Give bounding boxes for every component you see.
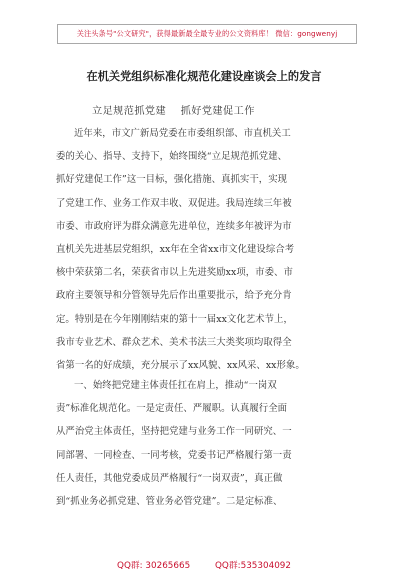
paragraph-line: 责”标准化规范化。一是定责任、严履职。认真履行全面 bbox=[56, 403, 288, 415]
paragraph-line: 定。特别是在今年刚刚结束的第十一届xx文化艺术节上， bbox=[56, 313, 293, 325]
header-banner bbox=[57, 24, 357, 44]
paragraph-line: 抓好党建促工作”这一目标，强化措施、真抓实干，实现 bbox=[56, 174, 288, 186]
paragraph-line: 我市专业艺术、群众艺术、美术书法三大类奖项均取得全 bbox=[56, 336, 292, 348]
footer-qq-group-1: QQ群: 30265665 bbox=[117, 561, 191, 571]
paragraph-line: 近年来，市文广新局党委在市委组织部、市直机关工 bbox=[74, 128, 291, 139]
paragraph-line: 任人责任，其他党委成员严格履行“一岗双责”，真正做 bbox=[56, 472, 283, 484]
paragraph-1 bbox=[56, 122, 352, 377]
document-subtitle: 立足规范抓党建 抓好党建促工作 bbox=[92, 106, 255, 117]
paragraph-line: 一、始终把党建主体责任扛在肩上，推动“一岗双 bbox=[74, 380, 277, 391]
paragraph-line: 同部署、一同检查、一同考核，党委书记严格履行第一责 bbox=[56, 449, 292, 461]
document-title: 在机关党组织标准化规范化建设座谈会上的发言 bbox=[86, 70, 322, 83]
paragraph-2 bbox=[56, 374, 352, 513]
paragraph-line: 政府主要领导和分管领导先后作出重要批示，给予充分肯 bbox=[56, 290, 292, 302]
footer-qq-group-2: QQ群:535304092 bbox=[215, 561, 291, 571]
footer-contact bbox=[0, 558, 408, 571]
paragraph-line: 从严治党主体责任，坚持把党建与业务工作一同研究、一 bbox=[56, 426, 292, 438]
paragraph-line: 核中荣获第二名，荣获省市以上先进奖励xx项，市委、市 bbox=[56, 267, 293, 279]
header-banner-text: 关注头条号"公文研究"，获得最新最全最专业的公文资料库！ 微信：gongwenyj bbox=[76, 29, 338, 38]
paragraph-line: 直机关先进基层党组织，xx年在全省xx市文化建设综合考 bbox=[56, 243, 295, 255]
paragraph-line: 委的关心、指导、支持下，始终围绕“立足规范抓党建、 bbox=[56, 151, 288, 163]
paragraph-line: 了党建工作、业务工作双丰收、双促进。我局连续三年被 bbox=[56, 197, 292, 209]
paragraph-line: 市委、市政府评为群众满意先进单位，连续多年被评为市 bbox=[56, 220, 292, 232]
paragraph-line: 到“抓业务必抓党建、管业务必管党建”。二是定标准、 bbox=[56, 495, 283, 507]
paragraph-line: 省第一名的好成绩，充分展示了xx风貌、xx风采、xx形象。 bbox=[56, 359, 305, 371]
